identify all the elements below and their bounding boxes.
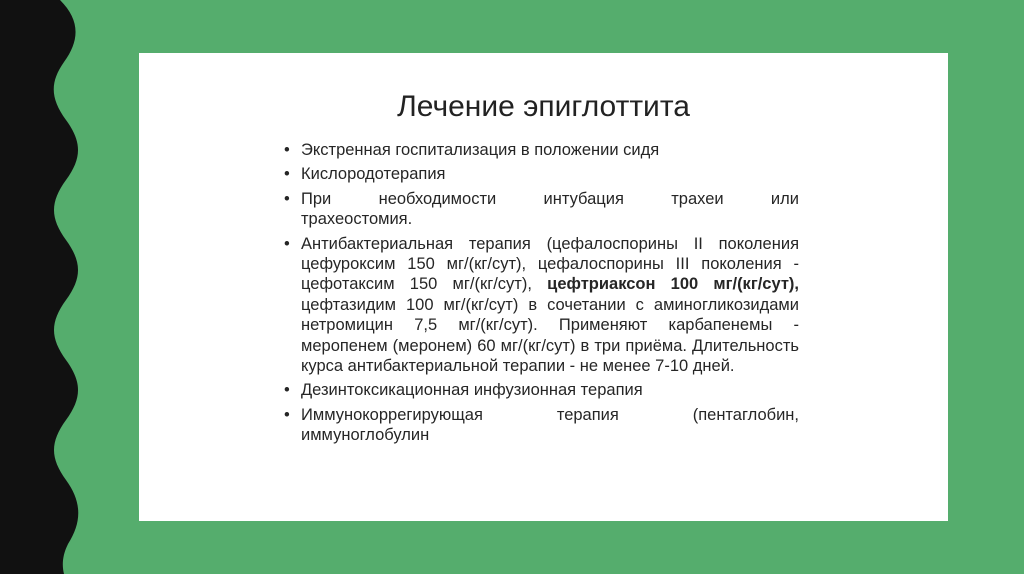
bullet-marker: • [284,381,290,400]
left-wavy-edge [0,0,90,574]
list-item-text: цефтазидим 100 мг/(кг/сут) в сочетании с аминогликозидами нетромицин 7,5 мг/(кг/сут). Применяют карбапенемы - меропенем (меронем) 60 мг/(кг/сут) в три приёма. Длительность курса антибактериальной терапии - не менее 7-10 дней. [301,295,799,376]
list-item-line: Иммунокоррегирующая терапия (пентаглобин, [301,405,799,424]
list-item [286,164,799,184]
slide-card [139,53,948,521]
list-item-text: Дезинтоксикационная инфузионная терапия [301,381,643,400]
list-item-text: Кислородотерапия [301,165,446,184]
list-item-line: При необходимости интубация трахеи или [301,189,799,208]
list-item [286,405,799,446]
list-item-line: иммуноглобулин [301,426,430,445]
bullet-list [286,140,799,450]
list-item-line: трахеостомия. [301,210,413,229]
bullet-marker: • [284,234,290,253]
bullet-marker: • [284,141,290,159]
list-item-bold-text: цефтриаксон 100 мг/(кг/сут), [547,275,799,294]
slide-title: Лечение эпиглоттита [397,90,690,123]
list-item-text: Антибактериальная терапия (цефалоспорины II поколения цефуроксим 150 мг/(кг/сут), цефалоспорины III поколения - цефотаксим 150 мг/(кг/сут), [301,234,799,294]
bullet-marker: • [284,165,290,184]
list-item-text: Экстренная госпитализация в положении сидя [301,141,660,159]
list-item [286,380,799,400]
bullet-marker: • [284,405,290,424]
list-item [286,234,799,377]
list-item [286,140,799,160]
bullet-marker: • [284,189,290,208]
list-item [286,189,799,230]
